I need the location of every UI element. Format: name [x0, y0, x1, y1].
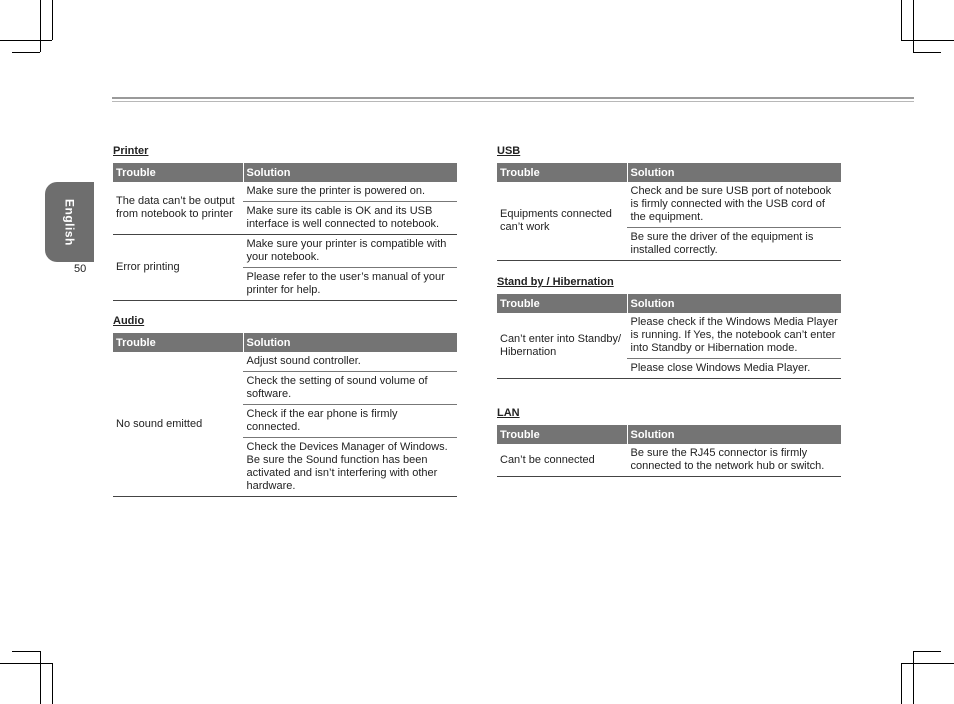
trouble-cell: No sound emitted [113, 352, 243, 497]
header-solution: Solution [627, 294, 841, 313]
solution-cell: Make sure the printer is powered on. [243, 182, 457, 202]
usb-title: USB [497, 145, 521, 157]
crop-mark-top-right-h2 [913, 52, 941, 53]
trouble-cell: Error printing [113, 235, 243, 301]
table-header [113, 163, 457, 182]
table-row [113, 182, 457, 202]
usb-section [497, 145, 841, 261]
crop-mark-top-left-v2 [52, 0, 53, 40]
crop-mark-bottom-left-v2 [52, 663, 53, 704]
table-row [113, 352, 457, 372]
table-header [113, 333, 457, 352]
standby-title: Stand by / Hibernation [497, 276, 614, 288]
table-header [497, 163, 841, 182]
solution-cell: Make sure its cable is OK and its USB interface is well connected to notebook. [243, 202, 457, 235]
crop-mark-top-right-v2 [913, 0, 914, 52]
solution-cell: Check the setting of sound volume of software. [243, 372, 457, 405]
lan-table [497, 425, 841, 477]
crop-mark-top-left-v [40, 0, 41, 52]
header-solution: Solution [243, 333, 457, 352]
trouble-cell: Equipments connected can’t work [497, 182, 627, 261]
header-rule [112, 97, 914, 102]
lan-title: LAN [497, 407, 520, 419]
audio-title: Audio [113, 315, 145, 327]
crop-mark-top-left-h2 [12, 52, 40, 53]
printer-title: Printer [113, 145, 149, 157]
table-row [497, 444, 841, 477]
crop-mark-bottom-left-h2 [0, 663, 52, 664]
crop-mark-bottom-right-h2 [901, 663, 954, 664]
solution-cell: Adjust sound controller. [243, 352, 457, 372]
header-trouble: Trouble [497, 294, 627, 313]
page-number: 50 [74, 263, 87, 275]
printer-table [113, 163, 457, 301]
audio-section [113, 315, 457, 497]
crop-mark-top-right-v [901, 0, 902, 40]
header-solution: Solution [627, 425, 841, 444]
solution-cell: Make sure your printer is compatible with your notebook. [243, 235, 457, 268]
table-row [497, 313, 841, 359]
trouble-cell: Can’t enter into Standby/ Hibernation [497, 313, 627, 379]
table-row [497, 182, 841, 228]
trouble-cell: Can’t be connected [497, 444, 627, 477]
solution-cell: Check and be sure USB port of notebook is firmly connected with the USB cord of the equipment. [627, 182, 841, 228]
crop-mark-bottom-left-h [12, 651, 40, 652]
printer-section [113, 145, 457, 301]
header-trouble: Trouble [497, 163, 627, 182]
crop-mark-bottom-right-v2 [901, 663, 902, 704]
table-header [497, 294, 841, 313]
solution-cell: Please close Windows Media Player. [627, 359, 841, 379]
solution-cell: Be sure the RJ45 connector is firmly connected to the network hub or switch. [627, 444, 841, 477]
solution-cell: Please check if the Windows Media Player is running. If Yes, the notebook can’t enter into Standby or Hibernation mode. [627, 313, 841, 359]
trouble-cell: The data can’t be output from notebook to printer [113, 182, 243, 235]
standby-section [497, 276, 841, 379]
crop-mark-bottom-right-h [913, 651, 941, 652]
crop-mark-top-right-h [901, 40, 954, 41]
audio-table [113, 333, 457, 497]
crop-mark-bottom-left-v [40, 651, 41, 704]
lan-section [497, 407, 841, 477]
header-solution: Solution [243, 163, 457, 182]
solution-cell: Please refer to the user’s manual of your printer for help. [243, 268, 457, 301]
header-trouble: Trouble [113, 163, 243, 182]
usb-table [497, 163, 841, 261]
header-trouble: Trouble [113, 333, 243, 352]
table-header [497, 425, 841, 444]
crop-mark-bottom-right-v [913, 651, 914, 704]
language-label: English [62, 198, 77, 246]
crop-mark-top-left-h [0, 40, 52, 41]
solution-cell: Be sure the driver of the equipment is installed correctly. [627, 228, 841, 261]
standby-table [497, 294, 841, 379]
header-solution: Solution [627, 163, 841, 182]
header-trouble: Trouble [497, 425, 627, 444]
table-row [113, 235, 457, 268]
solution-cell: Check if the ear phone is firmly connected. [243, 405, 457, 438]
solution-cell: Check the Devices Manager of Windows. Be sure the Sound function has been activated and isn’t interfering with other hardware. [243, 438, 457, 497]
language-side-tab [45, 182, 94, 262]
